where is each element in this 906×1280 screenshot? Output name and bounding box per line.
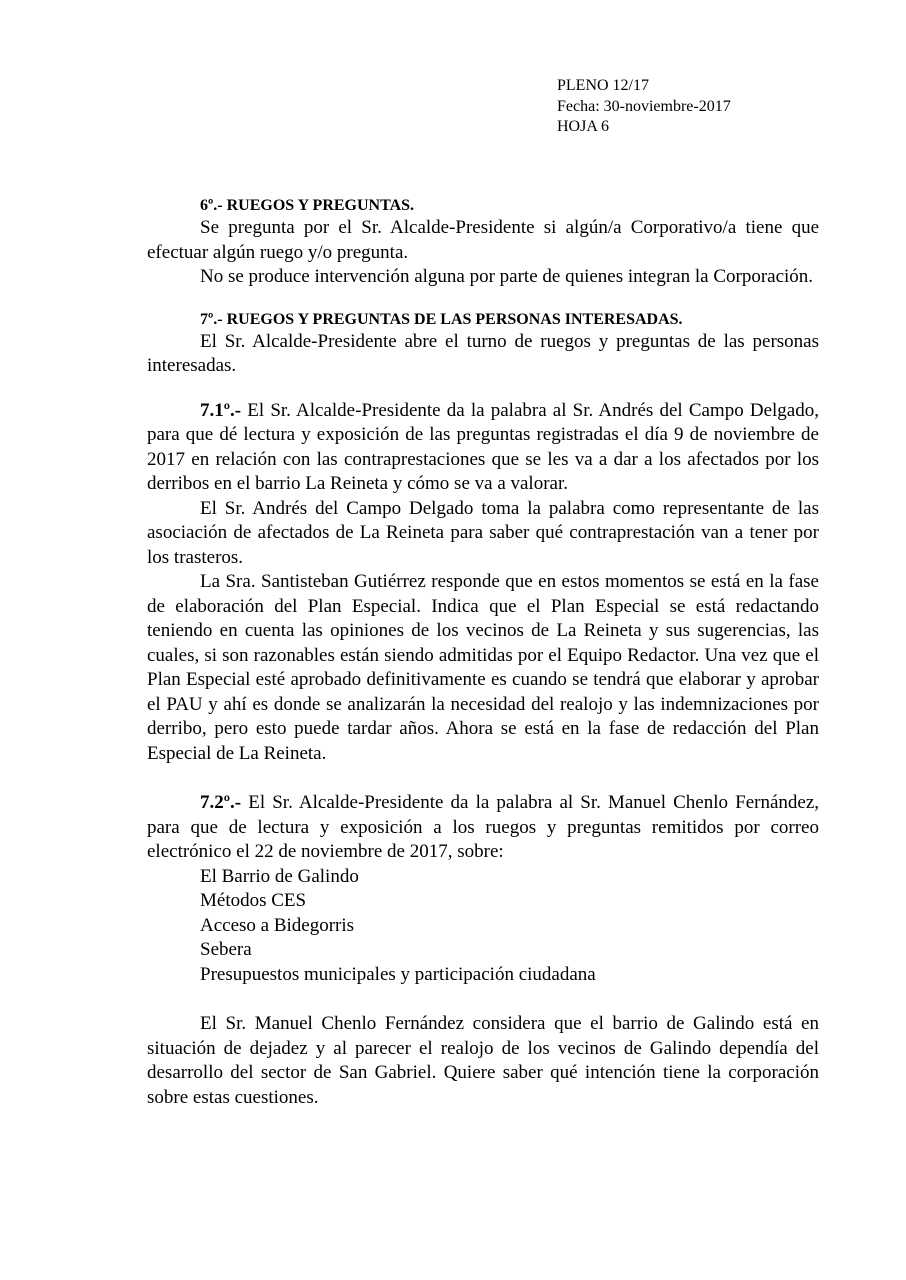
item-7-2-label: 7.2º.-	[200, 792, 242, 813]
section-6-title: 6º.- RUEGOS Y PREGUNTAS.	[200, 197, 415, 214]
session-date: Fecha: 30-noviembre-2017	[557, 97, 731, 115]
item-7-2-paragraph-2: El Sr. Manuel Chenlo Fernández considera que el barrio de Galindo está en situación de dejadez y al parecer el realojo de los vecinos de Galindo dependía del desarrollo del sector de San Gabriel. Quiere saber qué intención tiene la corporación sobre estas cuestiones.	[147, 1013, 819, 1108]
item-7-2-paragraph-1	[147, 791, 819, 865]
page-header	[557, 76, 731, 138]
item-7-1-paragraph-1	[147, 399, 819, 497]
section-6-paragraph-2: No se produce intervención alguna por parte de quienes integran la Corporación.	[200, 266, 814, 287]
document-body	[147, 196, 819, 1110]
section-7-paragraph-1: El Sr. Alcalde-Presidente abre el turno de ruegos y preguntas de las personas interesadas.	[147, 330, 819, 376]
list-item: Métodos CES	[200, 890, 307, 911]
section-6-paragraph-1: Se pregunta por el Sr. Alcalde-Presidente si algún/a Corporativo/a tiene que efectuar algún ruego y/o pregunta.	[147, 217, 819, 263]
list-item: Presupuestos municipales y participación ciudadana	[200, 963, 596, 985]
section-7-title: 7º.- RUEGOS Y PREGUNTAS DE LAS PERSONAS INTERESADAS.	[200, 310, 683, 328]
item-7-1-paragraph-2: El Sr. Andrés del Campo Delgado toma la palabra como representante de las asociación de afectados de La Reineta para saber qué contraprestación van a tener por los trasteros.	[147, 497, 819, 568]
item-7-1-text: El Sr. Alcalde-Presidente da la palabra al Sr. Andrés del Campo Delgado, para que dé lectura y exposición de las preguntas registradas el día 9 de noviembre de 2017 en relación con las contraprestaciones que se les va a dar a los afectados por los derribos en el barrio La Reineta y cómo se va a valorar.	[147, 399, 819, 494]
item-7-1-label: 7.1º.-	[200, 399, 242, 421]
item-7-1-paragraph-3: La Sra. Santisteban Gutiérrez responde que en estos momentos se está en la fase de elaboración del Plan Especial. Indica que el Plan Especial se está redactando teniendo en cuenta las opiniones de los vecinos de La Reineta y sus sugerencias, las cuales, si son razonables están siendo admitidas por el Equipo Redactor. Una vez que el Plan Especial esté aprobado definitivamente es cuando se tendrá que elaborar y aprobar el PAU y ahí es donde se analizarán la necesidad del realojo y las indemnizaciones por derribo, pero esto puede tardar años. Ahora se está en la fase de redacción del Plan Especial de La Reineta.	[147, 571, 819, 764]
page-number: HOJA 6	[557, 118, 610, 135]
list-item: Sebera	[200, 939, 252, 960]
pleno-number: PLENO 12/17	[557, 77, 649, 94]
list-item: El Barrio de Galindo	[200, 865, 359, 887]
item-7-2-text: El Sr. Alcalde-Presidente da la palabra al Sr. Manuel Chenlo Fernández, para que de lectura y exposición a los ruegos y preguntas remitidos por correo electrónico el 22 de noviembre de 2017, sobre:	[147, 792, 819, 862]
list-item: Acceso a Bidegorris	[200, 914, 355, 936]
topic-list	[147, 865, 819, 988]
